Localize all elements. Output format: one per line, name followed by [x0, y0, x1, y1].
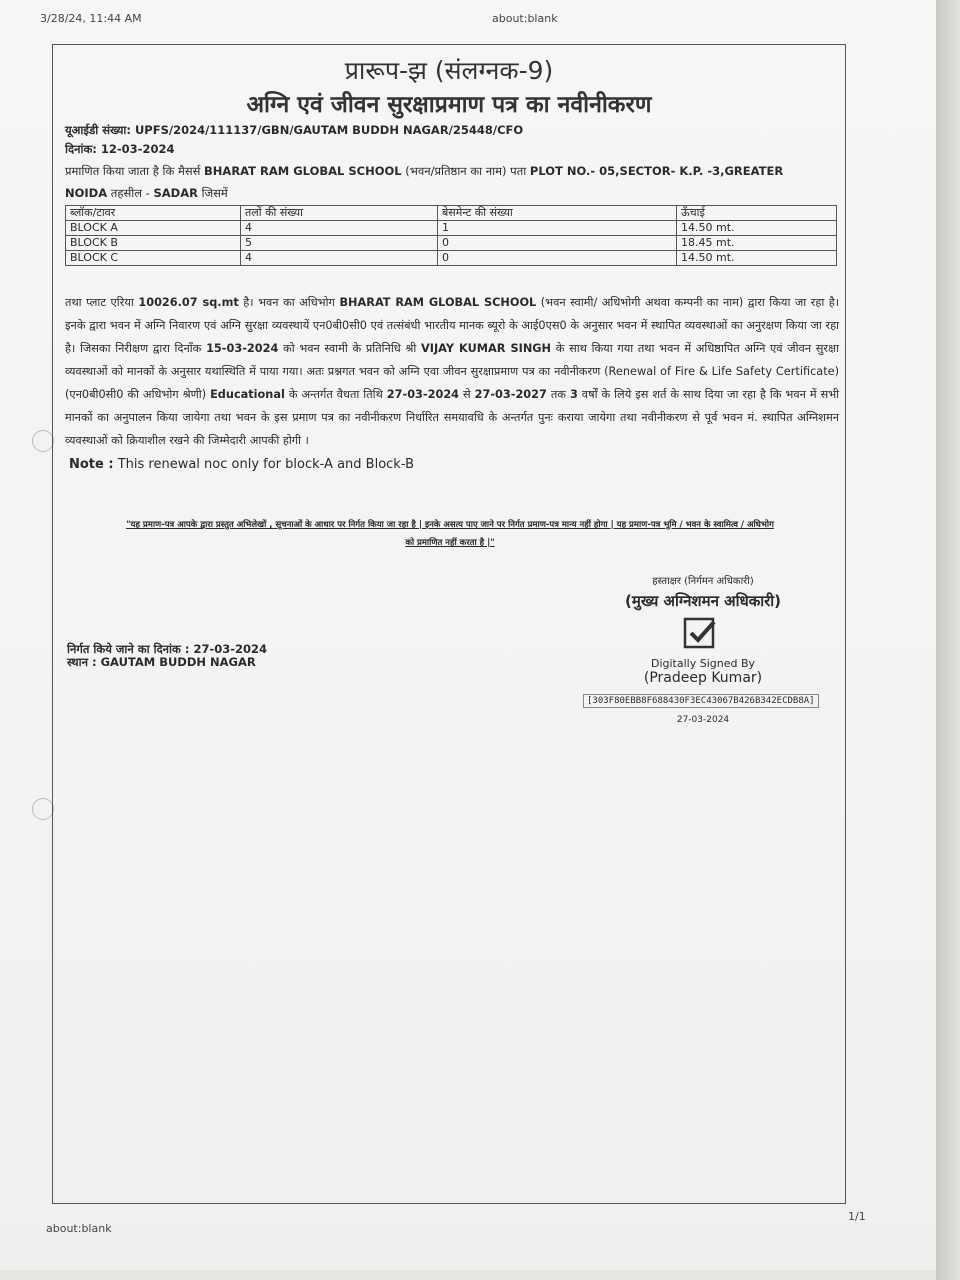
body-text: में अधिष्ठापित अग्नि एवं जीवन सुरक्षा व्यवस्थाओं को मानकों के अनुसार यथास्थिति में पाया गया। अतः प्रश्नगत भवन को अग्नि एवा जीवन सुरक्षाप्रमाण पत्र का नवीनीकरण: [65, 342, 840, 378]
address: NOIDA: [65, 186, 108, 200]
body-text: है। भवन का अधिभोग: [243, 296, 335, 309]
valid-to-date: 27-03-2027: [474, 388, 547, 401]
form-title: प्रारूप-झ (संलग्नक-9): [344, 56, 554, 85]
blocks-table: [65, 205, 837, 266]
body-text: वर्षों के लिये इस शर्त के साथ दिया जा रहा है कि भवन में सभी मानकों का अनुपालन किया जायेगा तथा भवन के इस प्रमाण पत्र का नवीनीकरण निर्धारित समयावधि: [65, 388, 840, 424]
inspection-date: 15-03-2024: [206, 342, 279, 355]
table-cell: BLOCK B: [66, 236, 241, 251]
table-cell: 5: [241, 236, 438, 251]
table-header-row: [66, 206, 837, 221]
building-name: BHARAT RAM GLOBAL SCHOOL: [204, 164, 402, 178]
issue-date: 27-03-2024: [193, 642, 268, 656]
body-text: का अनुरक्षण किया जा रहा है। जिसका निरीक्षण द्वारा दिनाँक: [65, 319, 839, 355]
body-text: के साथ किया गया तथा भवन: [555, 342, 680, 355]
body-text: (भवन स्वामी/ अधिभोगी अथवा कम्पनी का नाम) द्वारा किया: [540, 296, 791, 309]
body-text: के अन्तर्गत वैधता तिथि: [288, 388, 383, 401]
disclaimer: को प्रमाणित नहीं करता है |": [405, 538, 495, 548]
table-cell: 4: [241, 221, 438, 236]
certify-line: [65, 164, 839, 179]
column-header: बेसमेन्ट की संख्या: [438, 206, 677, 221]
body-text: के अन्तर्गत पुनः कराया जायेगा तथा नवीनीकरण से पूर्व भवन मं. स्थापित अग्निशमन व्यवस्थाओं को क्रियाशील रखने की जिम्मेदारी आपकी होगी ।: [65, 411, 839, 447]
table-row: [66, 236, 837, 251]
plot-area: 10026.07 sq.mt: [138, 296, 239, 309]
address: PLOT NO.- 05,SECTOR- K.P. -3,GREATER: [529, 164, 784, 178]
page-number: 1/1: [848, 1210, 866, 1223]
sign-label: हस्ताक्षर (निर्गमन अधिकारी): [652, 576, 754, 587]
background-edge: [936, 0, 960, 1280]
sign-date: 27-03-2024: [676, 715, 730, 725]
table-cell: 4: [241, 251, 438, 266]
representative-name: VIJAY KUMAR SINGH: [421, 342, 552, 355]
tehsil-line: [65, 186, 228, 201]
body-text: जा रहा है। इनके द्वारा भवन में अग्नि निवारण एवं अग्नि सुरक्षा व्यवस्थायें एन0बी0सी0 एवं तत्संबंधी भारतीय मानक ब्यूरो के आई0एस0 के अनुसार भवन में स्थापित व्यवस्थाओं: [65, 296, 840, 332]
date-line: [65, 142, 174, 157]
body-text: से: [463, 388, 471, 401]
signature-hash: [303F80EBB8F688430F3EC43067B426B342ECDB8A]: [583, 694, 819, 708]
table-cell: 14.50 mt.: [677, 251, 837, 266]
certificate-frame: [52, 44, 846, 1204]
table-row: [66, 221, 837, 236]
column-header: तलों की संख्या: [241, 206, 438, 221]
validity-years: 3: [569, 388, 578, 401]
note-text: This renewal noc only for block-A and Block-B: [117, 457, 414, 472]
valid-from-date: 27-03-2024: [386, 388, 460, 401]
table-cell: 14.50 mt.: [677, 221, 837, 236]
print-footer-url: about:blank: [46, 1222, 112, 1235]
issue-date-label: निर्गत किये जाने का दिनांक :: [67, 642, 190, 656]
certificate-body: [65, 291, 839, 452]
certificate-title: अग्नि एवं जीवन सुरक्षाप्रमाण पत्र का नवीनीकरण: [246, 92, 652, 118]
place-label: स्थान :: [67, 655, 97, 669]
table-row: [66, 251, 837, 266]
column-header: ऊँचाई: [677, 206, 837, 221]
table-cell: 1: [438, 221, 677, 236]
punch-hole: [32, 798, 54, 820]
body-text: तक: [550, 388, 566, 401]
table-cell: 0: [438, 251, 677, 266]
print-url: about:blank: [492, 12, 558, 25]
uid-line: [65, 123, 523, 138]
occupancy-type: Educational: [210, 388, 285, 401]
date-value: 12-03-2024: [100, 142, 175, 156]
note: [69, 457, 414, 472]
uid-value: UPFS/2024/111137/GBN/GAUTAM BUDDH NAGAR/25448/CFO: [134, 123, 524, 137]
signed-by-label: Digitally Signed By: [650, 657, 756, 670]
certify-text: प्रमाणित किया जाता है कि मैसर्स: [65, 164, 201, 178]
place: GAUTAM BUDDH NAGAR: [100, 655, 256, 669]
tehsil-suffix: जिसमें: [201, 186, 228, 200]
body-text: को भवन स्वामी के प्रतिनिधि श्री: [283, 342, 417, 355]
body-text: तथा प्लाट एरिया: [65, 296, 134, 309]
punch-hole: [32, 430, 54, 452]
table-cell: BLOCK C: [66, 251, 241, 266]
designation: (मुख्य अग्निशमन अधिकारी): [625, 592, 781, 610]
body-text: (Renewal of Fire & Life Safety Certificate)(एन0बी0सी0 की अधिभोग श्रेणी): [65, 365, 839, 401]
tehsil: SADAR: [153, 186, 198, 200]
column-header: ब्लॉक/टावर: [66, 206, 241, 221]
table-cell: 18.45 mt.: [677, 236, 837, 251]
note-label: Note :: [69, 457, 114, 472]
occupant-name: BHARAT RAM GLOBAL SCHOOL: [339, 296, 537, 309]
uid-label: यूआईडी संख्या:: [65, 123, 131, 137]
table-cell: BLOCK A: [66, 221, 241, 236]
certify-text: (भवन/प्रतिष्ठान का नाम) पता: [405, 164, 527, 178]
digital-signature-check-icon: [683, 617, 717, 651]
date-label: दिनांक:: [65, 142, 97, 156]
disclaimer: "यह प्रमाण-पत्र आपके द्वारा प्रस्तुत अभिलेखों , सूचनाओं के आधार पर निर्गत किया जा रहा है | इनके असत्य पाए जाने पर निर्गत प्रमाण-पत्र मान्य नहीं होगा | यह प्रमाण-पत्र भूमि / भवन के स्वामित्व / अधिभोग: [126, 520, 774, 530]
tehsil-label: तहसील -: [110, 186, 150, 200]
print-datetime: 3/28/24, 11:44 AM: [40, 12, 142, 25]
place-line: [67, 655, 256, 670]
table-cell: 0: [438, 236, 677, 251]
signer-name: (Pradeep Kumar): [643, 670, 763, 686]
